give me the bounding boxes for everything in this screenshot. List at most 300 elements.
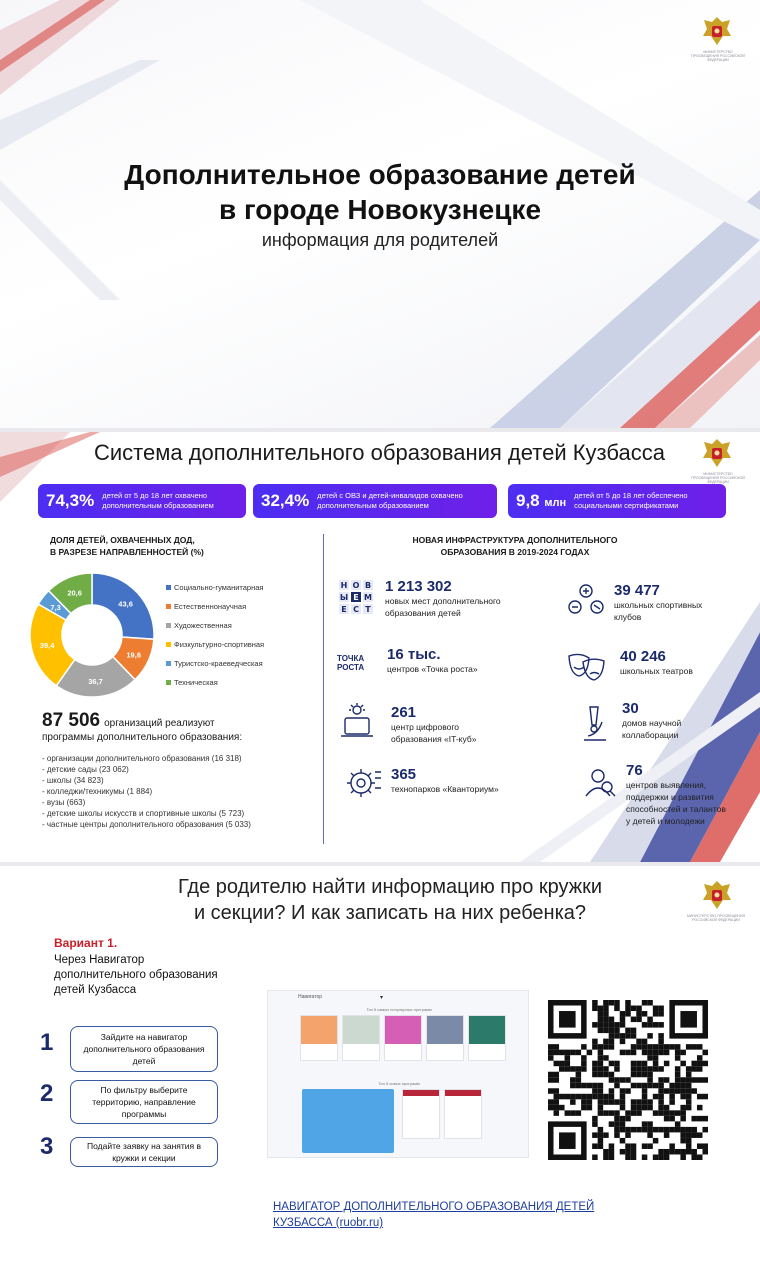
qr-module [675, 1055, 681, 1061]
organizations-heading-2: программы дополнительного образования: [42, 732, 243, 743]
qr-module [592, 1132, 598, 1138]
qr-module [680, 1050, 686, 1056]
qr-module [625, 1011, 631, 1017]
qr-module [675, 1121, 681, 1127]
qr-module [664, 1061, 670, 1067]
qr-module [609, 1017, 615, 1023]
qr-module [702, 1094, 708, 1100]
qr-module [554, 1072, 560, 1078]
infra-number: 365 [391, 766, 417, 783]
qr-module [598, 1044, 604, 1050]
qr-module [669, 1149, 675, 1155]
qr-module [603, 1094, 609, 1100]
legend-label: Естественнонаучная [174, 602, 247, 611]
qr-module [559, 1061, 565, 1067]
infra-number: 261 [391, 704, 417, 721]
microscope-icon [578, 704, 612, 744]
list-item: - детские сады (23 062) [42, 764, 322, 775]
qr-module [598, 1011, 604, 1017]
title-line-2: в городе Новокузнецке [218, 194, 542, 225]
qr-module [680, 1154, 686, 1160]
qr-module [680, 1138, 686, 1144]
qr-module [609, 1072, 615, 1078]
qr-module [609, 1000, 615, 1006]
qr-module [631, 1044, 637, 1050]
qr-module [691, 1077, 697, 1083]
qr-module [620, 1099, 626, 1105]
organizations-heading: 87 506 организаций реализуют [42, 710, 215, 731]
qr-module [658, 1105, 664, 1111]
qr-module [565, 1066, 571, 1072]
list-item: - вузы (663) [42, 797, 322, 808]
qr-module [603, 1028, 609, 1034]
infra-description: школьных спортивных [614, 600, 703, 610]
qr-module [664, 1116, 670, 1122]
qr-code[interactable] [548, 1000, 708, 1160]
qr-module [625, 1028, 631, 1034]
page-title [0, 157, 760, 227]
qr-module [642, 1121, 648, 1127]
qr-module [598, 1110, 604, 1116]
screenshot-popular-label: Топ 5 самых популярных программ [366, 1007, 432, 1012]
stat-coverage [38, 484, 246, 518]
qr-module [587, 1083, 593, 1089]
qr-module [686, 1138, 692, 1144]
qr-module [658, 1154, 664, 1160]
navigator-screenshot [267, 990, 529, 1158]
qr-module [675, 1050, 681, 1056]
qr-module [548, 1072, 554, 1078]
qr-module [702, 1061, 708, 1067]
qr-module [647, 1083, 653, 1089]
system-slide [0, 432, 760, 862]
qr-module [647, 1033, 653, 1039]
legend-swatch [166, 642, 171, 647]
qr-module [636, 1083, 642, 1089]
legend-item [166, 673, 264, 692]
qr-module [658, 1083, 664, 1089]
screenshot-card [402, 1089, 440, 1139]
qr-module [647, 1099, 653, 1105]
qr-module [658, 1149, 664, 1155]
qr-module [625, 1154, 631, 1160]
tochka-rosta-logo: ТОЧКА РОСТА [337, 654, 365, 672]
qr-module [686, 1127, 692, 1133]
qr-module [598, 1105, 604, 1111]
qr-module [631, 1149, 637, 1155]
qr-module [620, 1127, 626, 1133]
legend-swatch [166, 585, 171, 590]
legend-label: Художественная [174, 621, 232, 630]
stat-value: 9,8 млн [516, 491, 567, 510]
qr-module [669, 1116, 675, 1122]
qr-module [631, 1127, 637, 1133]
qr-module [658, 1127, 664, 1133]
cube-letter: М [364, 593, 372, 602]
qr-module [631, 1017, 637, 1023]
cube-letter: Е [353, 593, 359, 602]
qr-module [603, 1154, 609, 1160]
qr-finder [680, 1011, 697, 1028]
qr-module [658, 1099, 664, 1105]
infra-description: центров выявления, [626, 780, 707, 790]
qr-module [636, 1127, 642, 1133]
qr-module [598, 1055, 604, 1061]
infra-description: образования «IT-куб» [391, 734, 477, 744]
qr-module [631, 1072, 637, 1078]
legend-label: Физкультурно-спортивная [174, 640, 265, 649]
donut-label-5: 7,3 [50, 602, 61, 612]
legend-item [166, 654, 264, 673]
qr-module [631, 1143, 637, 1149]
qr-module [675, 1110, 681, 1116]
qr-module [658, 1094, 664, 1100]
screenshot-card [342, 1015, 380, 1061]
qr-module [598, 1028, 604, 1034]
qr-module [614, 1077, 620, 1083]
qr-module [686, 1099, 692, 1105]
legend-label: Социально-гуманитарная [174, 583, 264, 592]
list-item: - детские школы искусств и спортивные школы (5 723) [42, 808, 322, 819]
donut-label-4: 39,4 [39, 640, 55, 650]
qr-module [576, 1050, 582, 1056]
qr-module [620, 1138, 626, 1144]
infra-description: способностей и талантов [626, 804, 726, 814]
infra-description: коллаборации [622, 730, 679, 740]
infra-description: школьных театров [620, 666, 693, 676]
qr-module [598, 1132, 604, 1138]
step-box-1: Зайдите на навигатор дополнительного образования детей [70, 1026, 218, 1072]
qr-module [620, 1017, 626, 1023]
infra-description: новых мест дополнительного [385, 596, 501, 606]
qr-module [697, 1094, 703, 1100]
qr-module [636, 1017, 642, 1023]
cube-letter: Ы [339, 593, 349, 602]
legend-swatch [166, 604, 171, 609]
qr-module [614, 1099, 620, 1105]
infra-number: 76 [626, 762, 643, 779]
qr-module [548, 1099, 554, 1105]
qr-module [625, 1088, 631, 1094]
qr-module [642, 1072, 648, 1078]
qr-module [576, 1083, 582, 1089]
qr-module [653, 1066, 659, 1072]
title-slide [0, 0, 760, 428]
qr-module [620, 1105, 626, 1111]
qr-module [603, 1066, 609, 1072]
qr-module [625, 1050, 631, 1056]
qr-module [675, 1066, 681, 1072]
qr-module [664, 1050, 670, 1056]
qr-module [675, 1083, 681, 1089]
qr-module [620, 1050, 626, 1056]
qr-module [576, 1077, 582, 1083]
qr-module [636, 1061, 642, 1067]
qr-module [642, 1105, 648, 1111]
qr-module [603, 1039, 609, 1045]
qr-module [636, 1072, 642, 1078]
qr-module [658, 1050, 664, 1056]
qr-module [603, 1110, 609, 1116]
qr-module [614, 1061, 620, 1067]
navigator-slide [0, 866, 760, 1280]
stat-value: 32,4% [261, 491, 310, 510]
qr-module [647, 1072, 653, 1078]
qr-module [658, 1088, 664, 1094]
qr-module [592, 1143, 598, 1149]
donut-label-3: 36,7 [88, 676, 103, 686]
list-item: - колледжи/техникумы (1 884) [42, 786, 322, 797]
legend-item [166, 597, 264, 616]
qr-module [675, 1077, 681, 1083]
qr-module [658, 1006, 664, 1012]
qr-module [559, 1105, 565, 1111]
qr-module [570, 1083, 576, 1089]
theatre-masks-icon [566, 652, 606, 686]
qr-module [548, 1044, 554, 1050]
legend-swatch [166, 623, 171, 628]
qr-module [691, 1116, 697, 1122]
variant-block [54, 936, 254, 998]
qr-module [636, 1011, 642, 1017]
qr-module [609, 1088, 615, 1094]
qr-module [636, 1105, 642, 1111]
qr-module [702, 1143, 708, 1149]
qr-module [559, 1094, 565, 1100]
qr-module [675, 1044, 681, 1050]
infra-description: образования детей [385, 608, 461, 618]
chart-legend [166, 578, 264, 692]
qr-module [691, 1149, 697, 1155]
column-divider [323, 534, 324, 844]
qr-module [680, 1110, 686, 1116]
infra-item [385, 578, 501, 619]
qr-module [592, 1044, 598, 1050]
qr-module [680, 1105, 686, 1111]
list-item: - частные центры дополнительного образования (5 033) [42, 819, 322, 830]
infra-description: технопарков «Кванториум» [391, 784, 499, 794]
variant-line-3: детей Кузбасса [54, 984, 137, 996]
qr-module [598, 1050, 604, 1056]
qr-module [570, 1094, 576, 1100]
qr-module [686, 1105, 692, 1111]
qr-module [598, 1006, 604, 1012]
qr-module [669, 1110, 675, 1116]
qr-module [691, 1044, 697, 1050]
qr-module [548, 1055, 554, 1061]
qr-module [686, 1072, 692, 1078]
qr-module [647, 1066, 653, 1072]
qr-module [669, 1088, 675, 1094]
cube-letter: С [353, 605, 359, 614]
qr-module [697, 1154, 703, 1160]
qr-module [664, 1110, 670, 1116]
qr-module [581, 1044, 587, 1050]
navigator-link[interactable]: НАВИГАТОР ДОПОЛНИТЕЛЬНОГО ОБРАЗОВАНИЯ ДЕТЕЙ КУЗБАССА (ruobr.ru) [273, 1201, 595, 1229]
qr-module [614, 1132, 620, 1138]
qr-module [598, 1083, 604, 1089]
infra-item [626, 762, 726, 827]
infra-item [391, 704, 476, 745]
infra-item [391, 766, 499, 795]
qr-module [614, 1000, 620, 1006]
qr-module [702, 1077, 708, 1083]
qr-module [625, 1077, 631, 1083]
organizations-count: 87 506 [42, 710, 101, 731]
qr-module [647, 1044, 653, 1050]
donut-label-1: 43,6 [118, 599, 133, 609]
infra-number: 16 тыс. [387, 646, 441, 663]
qr-module [570, 1050, 576, 1056]
qr-module [697, 1116, 703, 1122]
infra-item [387, 646, 478, 675]
qr-module [570, 1077, 576, 1083]
qr-module [592, 1072, 598, 1078]
infra-title: НОВАЯ ИНФРАСТРУКТУРА ДОПОЛНИТЕЛЬНОГО ОБРАЗОВАНИЯ В 2019-2024 ГОДАХ [412, 535, 618, 557]
qr-module [565, 1055, 571, 1061]
qr-module [691, 1088, 697, 1094]
screenshot-card [468, 1015, 506, 1061]
infra-number: 39 477 [614, 582, 660, 599]
qr-module [581, 1105, 587, 1111]
qr-module [554, 1110, 560, 1116]
qr-module [653, 1050, 659, 1056]
qr-module [614, 1033, 620, 1039]
qr-module [669, 1127, 675, 1133]
qr-module [609, 1044, 615, 1050]
qr-module [686, 1088, 692, 1094]
qr-module [614, 1121, 620, 1127]
qr-module [680, 1094, 686, 1100]
qr-module [636, 1039, 642, 1045]
qr-module [565, 1061, 571, 1067]
qr-module [603, 1072, 609, 1078]
qr-module [625, 1132, 631, 1138]
qr-module [587, 1050, 593, 1056]
donut-label-2: 19,6 [126, 650, 142, 660]
infra-number: 30 [622, 700, 639, 717]
qr-module [664, 1044, 670, 1050]
qr-module [581, 1061, 587, 1067]
infra-item [620, 648, 693, 677]
qr-module [625, 1149, 631, 1155]
variant-label: Вариант 1. [54, 936, 118, 950]
qr-module [598, 1138, 604, 1144]
cube-letter: О [352, 581, 360, 590]
qr-module [636, 1044, 642, 1050]
qr-module [609, 1149, 615, 1155]
qr-module [548, 1050, 554, 1056]
qr-module [653, 1022, 659, 1028]
qr-module [653, 1055, 659, 1061]
qr-module [554, 1050, 560, 1056]
qr-module [614, 1028, 620, 1034]
qr-module [675, 1127, 681, 1133]
qr-module [614, 1110, 620, 1116]
emblem-caption: МИНИСТЕРСТВО ПРОСВЕЩЕНИЯ РОССИЙСКОЙ ФЕДЕРАЦИИ [691, 472, 745, 484]
qr-module [647, 1127, 653, 1133]
qr-module [581, 1055, 587, 1061]
qr-module [598, 1099, 604, 1105]
qr-module [647, 1000, 653, 1006]
qr-module [642, 1011, 648, 1017]
screenshot-new-label: Топ 5 новых программ [378, 1081, 420, 1086]
qr-module [592, 1006, 598, 1012]
qr-module [570, 1099, 576, 1105]
qr-module [697, 1055, 703, 1061]
qr-module [675, 1088, 681, 1094]
qr-module [686, 1149, 692, 1155]
infra-number: 40 246 [620, 648, 666, 665]
qr-module [576, 1094, 582, 1100]
qr-module [603, 1006, 609, 1012]
qr-module [647, 1121, 653, 1127]
qr-module [647, 1050, 653, 1056]
screenshot-card [444, 1089, 482, 1139]
qr-module [609, 1143, 615, 1149]
qr-module [548, 1077, 554, 1083]
qr-module [664, 1077, 670, 1083]
qr-module [592, 1039, 598, 1045]
qr-module [642, 1154, 648, 1160]
qr-module [653, 1083, 659, 1089]
qr-module [620, 1033, 626, 1039]
qr-module [631, 1050, 637, 1056]
cube-letter: Е [341, 605, 347, 614]
qr-module [631, 1105, 637, 1111]
infra-item [614, 582, 702, 623]
qr-module [554, 1044, 560, 1050]
qr-module [680, 1116, 686, 1122]
qr-module [565, 1094, 571, 1100]
qr-module [702, 1149, 708, 1155]
emblem-caption: МИНИСТЕРСТВО ПРОСВЕЩЕНИЯ РОССИЙСКОЙ ФЕДЕРАЦИИ [691, 50, 745, 62]
qr-module [636, 1066, 642, 1072]
qr-module [664, 1088, 670, 1094]
qr-module [625, 1006, 631, 1012]
qr-finder [559, 1011, 576, 1028]
cube-letter: Т [365, 605, 371, 614]
qr-module [592, 1061, 598, 1067]
qr-module [631, 1006, 637, 1012]
list-item: - организации дополнительного образования (16 318) [42, 753, 322, 764]
qr-module [658, 1022, 664, 1028]
infra-description: центр цифрового [391, 722, 460, 732]
qr-module [609, 1099, 615, 1105]
legend-label: Туристско-краеведческая [174, 659, 263, 668]
slide-title: Где родителю найти информацию про кружки и секции? И как записать на них ребенка? [177, 876, 603, 924]
qr-module [642, 1022, 648, 1028]
screenshot-banner [302, 1089, 394, 1153]
qr-module [658, 1066, 664, 1072]
cube-letter: Н [340, 581, 348, 590]
new-places-cube-icon [337, 578, 375, 616]
qr-module [642, 1050, 648, 1056]
screenshot-card [300, 1015, 338, 1061]
qr-module [548, 1105, 554, 1111]
qr-module [642, 1000, 648, 1006]
qr-module [647, 1105, 653, 1111]
qr-module [609, 1077, 615, 1083]
qr-module [609, 1033, 615, 1039]
step-box-2: По фильтру выберите территорию, направление программы [70, 1080, 218, 1124]
legend-item [166, 578, 264, 597]
qr-module [554, 1077, 560, 1083]
qr-module [658, 1077, 664, 1083]
step-number-3: 3 [40, 1133, 54, 1160]
qr-module [691, 1154, 697, 1160]
qr-module [598, 1022, 604, 1028]
